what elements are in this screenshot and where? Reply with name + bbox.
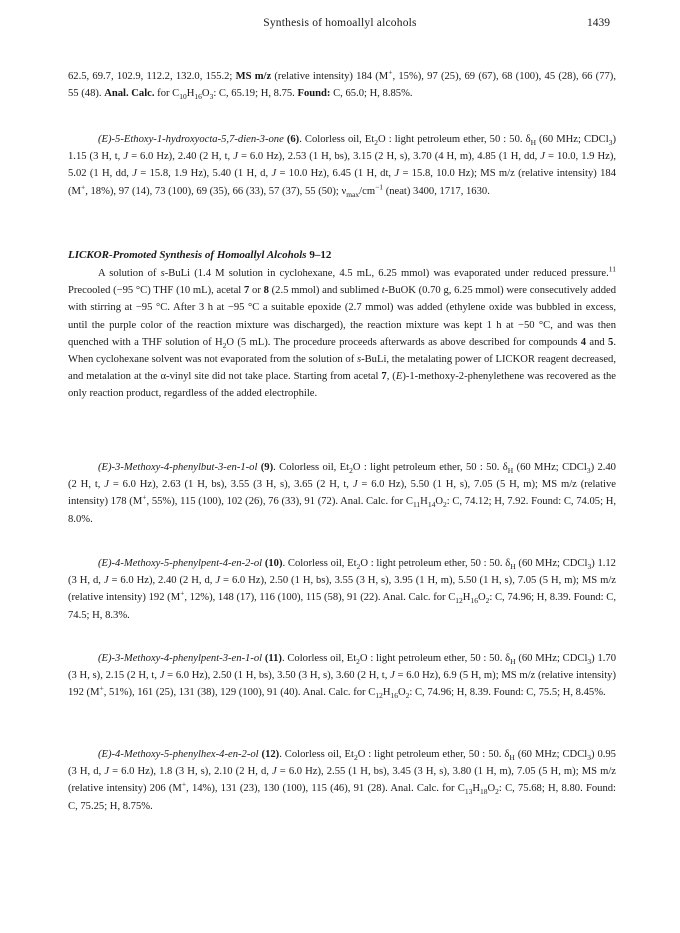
compound-number: (12) [258,749,280,760]
compound-9-entry [68,459,616,528]
section-heading [68,247,616,264]
subscript: 2 [442,500,447,510]
text-run: or [249,285,264,297]
text-run: . Colorless oil, Et [279,749,354,760]
coupling-j: J [394,168,400,180]
superscript: + [181,779,187,789]
subscript: 2 [349,466,353,476]
coupling-j: J [352,479,358,491]
coupling-j: J [272,766,277,778]
subscript: 3 [209,92,214,102]
subscript: H [510,657,516,667]
compound-number: (10) [262,558,283,569]
subscript: H [507,466,514,476]
compound-number: (9) [257,462,274,473]
subscript: 3 [586,466,591,476]
text-run: Precooled (−95 °C) THF (10 mL), acetal [68,285,244,297]
subscript: max [346,189,360,199]
text-run: = 10.0, 1.9 Hz), 5.02 (1 H, dd, [68,151,616,180]
compound-12-entry [68,746,616,815]
text-run: . Colorless oil, Et [299,134,375,145]
text-run: = 10.0 Hz), 6.45 (1 H, dt, [276,168,395,180]
italic-prefix: s [160,268,165,279]
text-run: (relative intensity) 184 (M [271,71,389,82]
text-run: (2.5 mmol) and sublimed [268,285,382,297]
text-run: H [462,592,471,604]
text-run: O [397,687,406,699]
text-run: 45 (28), 66 (77), 55 (48). [68,71,616,100]
reference-superscript: 11 [608,264,616,274]
text-run: . Colorless oil, Et [281,653,357,664]
text-run: : C, 74.96; H, 8.39. Found: C, 75.5; H, 8.45%. [409,687,606,699]
text-run: )-1-methoxy-2-phenylethene was recovered as the only reaction product, regardless of the added electrophile. [68,371,617,400]
compound-name: (E)-5-Ethoxy-1-hydroxyocta-5,7-dien-3-one [98,134,284,145]
text-run: = 6.0 Hz), 2.55 (1 H, bs), 3.45 (3 H, s), 3.80 (1 H, m), 7.05 (5 H, m); MS m/z (relative intensity) 206 (M [68,766,616,795]
superscript: + [180,588,185,598]
text-run: -BuOK (0.70 g, 6.25 mmol) were consecutively added with stirring at −95 °C. After 3 h at −95 °C a suitable epoxide (2.7 mmol) was added (ethylene oxide was bubbled in excess, until the purple color of the reaction mixture was discharged), the reaction mixture was kept 1 h at −50 °C, and was then quenched with a THF solution of H [68,285,617,348]
text-run: . Colorless oil, Et [282,558,357,569]
compound-number: (11) [262,653,282,664]
page-number: 1439 [587,17,610,29]
coupling-j: J [271,168,277,180]
italic-prefix: t [381,285,385,297]
subscript: H [509,753,515,763]
subscript: 12 [455,596,463,606]
text-run: and [586,336,609,348]
text-run: H [382,687,391,699]
superscript: + [80,182,86,192]
text-run: = 6.0 Hz), 1.8 (3 H, s), 2.10 (2 H, d, [109,766,272,778]
subscript: 2 [222,340,227,350]
text-run: = 6.0 Hz), 2.50 (1 H, bs), 3.55 (3 H, s), 3.95 (1 H, m), 5.50 (1 H, s), 7.05 (5 H, m); MS m/z (relative intensity) 192 (M [68,575,617,604]
coupling-j: J [390,670,395,682]
subscript: 2 [374,138,379,148]
heading-dash: – [314,249,321,261]
text-run: ) 2.40 (2 H, t, [68,462,616,491]
procedure-paragraph [68,265,616,403]
heading-compound: 9 [309,249,315,261]
subscript: 12 [375,691,383,701]
text-run: (60 MHz; CDCl [513,462,587,473]
coupling-j: J [104,766,110,778]
text-run: O : light petroleum ether, 50 : 50. δ [359,653,511,664]
subscript: 16 [390,691,398,701]
subscript: 2 [353,753,358,763]
compound-name: (E)-3-Methoxy-4-phenylpent-3-en-1-ol [98,653,263,664]
text-run: -BuLi, the metalating power of LICKOR reagent decreased, and metalation at the α-vinyl site did not take place. Starting from acetal [68,354,616,383]
text-run: = 6.0 Hz), 2.53 (1 H, bs), 3.15 (2 H, s), 3.70 (4 H, m), 4.85 (1 H, dd, [237,151,541,163]
compound-ref: 7 [381,371,387,383]
text-run: O : light petroleum ether, 50 : 50. δ [357,749,510,760]
coupling-j: J [215,575,221,587]
subscript: 16 [194,92,202,102]
text-run: . When cyclohexane solvent was not evaporated from the solution of [68,336,616,366]
subscript: 18 [479,787,488,797]
italic-prefix: E [395,371,403,383]
text-run: : C, 65.19; H, 8.75. [213,88,298,100]
superscript: + [99,683,104,693]
text-run: : C, 74.12; H, 7.92. Found: C, 74.05; H, 8.0%. [68,496,617,525]
compound-10-entry [68,555,616,624]
subscript: 10 [179,92,187,102]
text-run: ) 1.70 (3 H, s), 2.15 (2 H, t, [68,653,616,682]
compound-ref: 7 [244,285,250,297]
coupling-j: J [123,151,129,163]
text-run: , 51%), 161 (25), 131 (38), 129 (100), 91 (40). Anal. Calc. for C [103,687,376,699]
text-run: H [420,496,428,508]
subscript: 3 [587,657,592,667]
compound-6-entry [68,131,616,200]
subscript: 2 [495,787,499,797]
subscript: 3 [587,562,592,572]
text-run: A solution of [98,268,161,279]
heading-compound: 12 [320,249,332,261]
running-title: Synthesis of homoallyl alcohols [263,17,417,29]
ms-label: MS m/z [235,71,272,82]
text-run: ) 1.15 (3 H, t, [68,134,616,163]
text-run: 62.5, 69.7, 102.9, 112.2, 132.0, 155.2; [68,71,236,82]
text-run: (60 MHz; CDCl [514,749,588,760]
text-run: O [435,496,443,508]
text-run: = 6.0 Hz), 2.63 (1 H, bs), 3.55 (3 H, s), 3.65 (2 H, t, [108,479,353,491]
text-run: (60 MHz; CDCl [515,558,588,569]
text-run: -BuLi (1.4 M solution in cyclohexane, 4.5 mL, 6.25 mmol) was evaporated under reduced pressure. [164,268,609,279]
subscript: 3 [608,138,613,148]
superscript: −1 [375,182,384,192]
subscript: 2 [485,596,490,606]
coupling-j: J [233,151,238,163]
text-run: = 6.0 Hz), 2.40 (2 H, d, [108,575,216,587]
coupling-j: J [104,479,109,491]
text-run: O : light petroleum ether, 50 : 50. δ [352,462,508,473]
text-run: = 6.0 Hz), 5.50 (1 H, s), 7.05 (5 H, m); MS m/z (relative intensity) 178 (M [68,479,616,508]
text-run: , 55%), 115 (100), 102 (26), 76 (33), 91 (72). Anal. Calc. for C [146,496,413,508]
subscript: 16 [470,596,478,606]
compound-ref: 4 [580,336,587,348]
heading-text: LICKOR-Promoted Synthesis of Homoallyl Alcohols [68,249,310,261]
coupling-j: J [132,168,137,180]
subscript: 2 [356,657,360,667]
superscript: + [142,492,147,502]
text-run: O [477,592,486,604]
text-run: for C [154,88,180,100]
text-run: (60 MHz; CDCl [535,134,609,145]
text-run: /cm [359,185,376,197]
text-run: O : light petroleum ether, 50 : 50. δ [378,134,531,145]
text-run: = 6.0 Hz), 2.50 (1 H, bs), 3.50 (3 H, s), 3.60 (2 H, t, [164,670,391,682]
text-run: , ( [386,371,396,383]
text-run: = 15.8, 10.0 Hz); MS m/z (relative intensity) 184 (M [68,168,616,197]
compound-name: (E)-3-Methoxy-4-phenylbut-3-en-1-ol [98,462,258,473]
subscript: H [530,138,536,148]
text-run: . Colorless oil, Et [273,462,350,473]
text-run: O [201,88,210,100]
coupling-j: J [103,575,109,587]
text-run: : C, 75.68; H, 8.80. Found: C, 75.25; H, 8.75%. [68,783,616,812]
compound-name: (E)-4-Methoxy-5-phenylpent-4-en-2-ol [98,558,263,569]
subscript: 14 [427,500,436,510]
continued-compound-data [68,68,616,102]
found-label: Found: [297,88,331,100]
text-run: O [487,783,496,795]
compound-number: (6) [283,134,300,145]
italic-prefix: s [356,354,362,366]
text-run: (60 MHz; CDCl [515,653,588,664]
coupling-j: J [159,670,165,682]
text-run: ) 0.95 (3 H, d, [68,749,616,778]
text-run: : C, 74.96; H, 8.39. Found: C, 74.5; H, 8.3%. [68,592,616,621]
text-run: , 18%), 97 (14), 73 (100), 69 (35), 66 (33), 57 (37), 55 (50); ν [85,185,347,197]
text-run: C, 65.0; H, 8.85%. [330,88,413,100]
subscript: 13 [464,787,473,797]
text-run: H [472,783,480,795]
text-run: , 14%), 131 (23), 130 (100), 115 (46), 91 (28). Anal. Calc. for C [186,783,465,795]
superscript: + [388,67,393,77]
compound-11-entry [68,650,616,702]
text-run: (neat) 3400, 1717, 1630. [383,185,490,197]
text-run: = 6.0 Hz), 2.40 (2 H, t, [128,151,234,163]
text-run: , 12%), 148 (17), 116 (100), 115 (58), 91 (22). Anal. Calc. for C [184,592,456,604]
text-run: O : light petroleum ether, 50 : 50. δ [360,558,511,569]
text-run: O (5 mL). The procedure proceeds afterwards as above described for compounds [226,336,581,348]
text-run: H [186,88,195,100]
text-run: , 15%), 97 (25), 69 (67), 68 (100), [392,71,542,82]
subscript: H [510,562,516,572]
text-run: ) 1.12 (3 H, d, [68,558,616,587]
subscript: 2 [356,562,361,572]
coupling-j: J [540,151,545,163]
compound-ref: 5 [608,336,614,348]
text-run: = 6.0 Hz), 6.9 (5 H, m); MS m/z (relative intensity) 192 (M [68,670,616,699]
text-run: = 15.8, 1.9 Hz), 5.40 (1 H, d, [136,168,272,180]
subscript: 11 [412,500,421,510]
compound-name: (E)-4-Methoxy-5-phenylhex-4-en-2-ol [98,749,259,760]
compound-ref: 8 [263,285,269,297]
subscript: 3 [587,753,591,763]
subscript: 2 [405,691,410,701]
anal-label: Anal. Calc. [104,88,155,100]
